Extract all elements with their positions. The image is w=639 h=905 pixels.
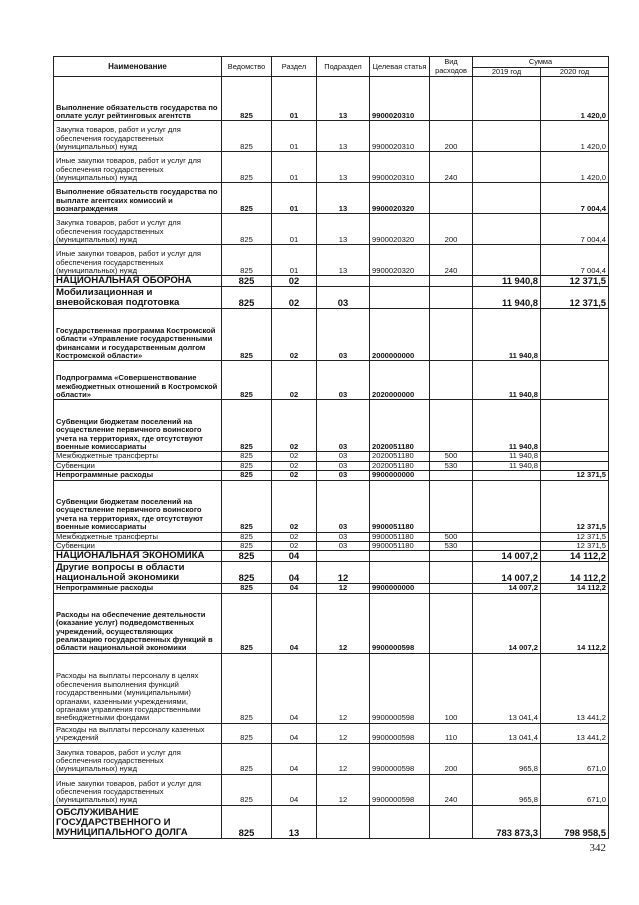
header-section: Раздел [272,57,317,77]
row-name: Субвенции бюджетам поселений на осуществление первичного воинского учета на территориях, где отсутствуют военные комиссариаты [54,400,222,452]
row-type [430,309,473,361]
row-name: Расходы на обеспечение деятельности (оказание услуг) подведомственных учреждений, осуществляющих реализацию государственных функций в области национальной экономики [54,593,222,653]
row-subsection: 13 [317,245,370,276]
row-2019 [473,471,541,480]
row-dept: 825 [222,805,272,838]
row-type: 110 [430,723,473,743]
header-2019: 2019 год [473,68,541,77]
row-dept: 825 [222,452,272,461]
row-2020 [541,400,609,452]
row-dept: 825 [222,532,272,541]
row-dept: 825 [222,593,272,653]
row-subsection: 03 [317,452,370,461]
row-section: 04 [272,723,317,743]
row-dept: 825 [222,400,272,452]
row-2019: 11 940,8 [473,309,541,361]
row-section: 01 [272,121,317,152]
row-dept: 825 [222,562,272,584]
row-2020: 1 420,0 [541,121,609,152]
row-dept: 825 [222,121,272,152]
row-subsection: 13 [317,183,370,214]
row-2019: 14 007,2 [473,551,541,562]
row-section: 01 [272,152,317,183]
row-subsection: 03 [317,309,370,361]
row-2019 [473,77,541,121]
table-row [54,562,609,584]
row-2019 [473,532,541,541]
row-2019: 11 940,8 [473,276,541,287]
row-dept: 825 [222,551,272,562]
table-row [54,452,609,461]
row-target: 9900020320 [370,214,430,245]
row-2019 [473,183,541,214]
row-name: Иные закупки товаров, работ и услуг для обеспечения государственных (муниципальных) нужд [54,774,222,805]
row-2020 [541,461,609,470]
row-target: 9900020310 [370,152,430,183]
table-row [54,287,609,309]
row-name: Закупка товаров, работ и услуг для обеспечения государственных (муниципальных) нужд [54,214,222,245]
row-type [430,480,473,532]
row-target: 9900020320 [370,245,430,276]
row-2020: 12 371,5 [541,287,609,309]
row-section: 02 [272,471,317,480]
row-2020: 7 004,4 [541,183,609,214]
row-target: 2020051180 [370,400,430,452]
row-name: Иные закупки товаров, работ и услуг для обеспечения государственных (муниципальных) нужд [54,152,222,183]
row-2020: 7 004,4 [541,214,609,245]
row-section: 02 [272,480,317,532]
row-name: Закупка товаров, работ и услуг для обеспечения государственных (муниципальных) нужд [54,743,222,774]
row-2020: 12 371,5 [541,480,609,532]
table-row [54,309,609,361]
row-2020: 14 112,2 [541,551,609,562]
row-2020: 14 112,2 [541,562,609,584]
row-dept: 825 [222,542,272,551]
row-dept: 825 [222,245,272,276]
row-2020: 13 441,2 [541,723,609,743]
row-dept: 825 [222,743,272,774]
row-2020: 14 112,2 [541,593,609,653]
row-subsection: 03 [317,361,370,400]
row-type: 200 [430,743,473,774]
row-type [430,805,473,838]
row-2019 [473,121,541,152]
table-row [54,471,609,480]
header-target: Целевая статья [370,57,430,77]
row-dept: 825 [222,309,272,361]
row-subsection: 03 [317,542,370,551]
row-target [370,287,430,309]
row-name: Иные закупки товаров, работ и услуг для обеспечения государственных (муниципальных) нужд [54,245,222,276]
row-name: Выполнение обязательств государства по выплате агентских комиссий и вознаграждения [54,183,222,214]
row-subsection: 12 [317,562,370,584]
row-2019: 965,8 [473,774,541,805]
row-name: Непрограммные расходы [54,584,222,593]
row-type [430,562,473,584]
row-subsection: 03 [317,471,370,480]
row-subsection: 03 [317,532,370,541]
row-name: Непрограммные расходы [54,471,222,480]
row-subsection: 12 [317,774,370,805]
table-row [54,400,609,452]
row-dept: 825 [222,471,272,480]
row-name: Расходы на выплаты персоналу казенных учреждений [54,723,222,743]
row-subsection: 03 [317,480,370,532]
row-2019: 11 940,8 [473,461,541,470]
row-name: Другие вопросы в области национальной экономики [54,562,222,584]
row-2020: 671,0 [541,774,609,805]
row-target: 9900020310 [370,77,430,121]
row-dept: 825 [222,361,272,400]
row-type [430,400,473,452]
row-type: 240 [430,152,473,183]
row-target: 2000000000 [370,309,430,361]
row-section: 01 [272,183,317,214]
row-2020: 12 371,5 [541,276,609,287]
row-2020 [541,361,609,400]
table-body [54,77,609,838]
budget-table [53,56,609,839]
row-type: 530 [430,461,473,470]
row-2019: 14 007,2 [473,584,541,593]
row-target: 9900000598 [370,774,430,805]
table-row [54,584,609,593]
row-name: Мобилизационная и вневойсковая подготовка [54,287,222,309]
row-type [430,551,473,562]
row-section: 13 [272,805,317,838]
row-name: Закупка товаров, работ и услуг для обеспечения государственных (муниципальных) нужд [54,121,222,152]
row-name: Расходы на выплаты персоналу в целях обеспечения выполнения функций государственными (муниципальными) органами, казенными учреждениями, органами управления государственными внебюджетными фондами [54,653,222,723]
row-section: 04 [272,551,317,562]
row-2020: 12 371,5 [541,532,609,541]
table-row [54,653,609,723]
table-row [54,77,609,121]
row-subsection [317,551,370,562]
table-row [54,551,609,562]
row-2019: 13 041,4 [473,723,541,743]
row-section: 02 [272,542,317,551]
row-2020 [541,309,609,361]
row-type: 100 [430,653,473,723]
row-section: 04 [272,743,317,774]
row-2019: 783 873,3 [473,805,541,838]
row-section: 02 [272,452,317,461]
row-2019 [473,214,541,245]
row-dept: 825 [222,480,272,532]
row-type [430,287,473,309]
row-target: 2020051180 [370,461,430,470]
table-row [54,461,609,470]
row-section: 02 [272,276,317,287]
row-subsection [317,805,370,838]
row-target: 9900020320 [370,183,430,214]
row-subsection: 12 [317,584,370,593]
row-2019: 14 007,2 [473,593,541,653]
row-dept: 825 [222,774,272,805]
row-section: 01 [272,77,317,121]
row-target: 2020051180 [370,452,430,461]
row-type: 500 [430,532,473,541]
row-section: 04 [272,593,317,653]
row-2020: 798 958,5 [541,805,609,838]
row-name: Выполнение обязательств государства по оплате услуг рейтинговых агентств [54,77,222,121]
row-section: 02 [272,400,317,452]
row-subsection: 03 [317,400,370,452]
row-target [370,562,430,584]
table-row [54,183,609,214]
row-subsection: 13 [317,214,370,245]
row-target: 9900000598 [370,593,430,653]
budget-sheet [53,56,608,839]
row-section: 02 [272,287,317,309]
row-dept: 825 [222,183,272,214]
row-dept: 825 [222,214,272,245]
row-dept: 825 [222,152,272,183]
row-name: НАЦИОНАЛЬНАЯ ЭКОНОМИКА [54,551,222,562]
row-name: Межбюджетные трансферты [54,452,222,461]
row-2020: 1 420,0 [541,77,609,121]
row-dept: 825 [222,276,272,287]
row-2020: 7 004,4 [541,245,609,276]
row-2020: 1 420,0 [541,152,609,183]
row-section: 01 [272,245,317,276]
row-dept: 825 [222,287,272,309]
row-subsection: 12 [317,743,370,774]
table-row [54,245,609,276]
row-target: 9900051180 [370,542,430,551]
row-2019 [473,245,541,276]
row-type: 200 [430,121,473,152]
row-type [430,183,473,214]
row-2019: 11 940,8 [473,452,541,461]
row-type [430,77,473,121]
table-row [54,361,609,400]
table-row [54,152,609,183]
row-subsection: 12 [317,593,370,653]
header-name: Наименование [54,57,222,77]
table-row [54,743,609,774]
row-subsection: 13 [317,77,370,121]
row-subsection: 12 [317,723,370,743]
row-subsection [317,276,370,287]
row-dept: 825 [222,77,272,121]
row-section: 04 [272,584,317,593]
row-section: 02 [272,361,317,400]
row-subsection: 12 [317,653,370,723]
page-number: 342 [589,842,606,854]
header-2020: 2020 год [541,68,609,77]
row-name: Субвенции бюджетам поселений на осуществление первичного воинского учета на территориях, где отсутствуют военные комиссариаты [54,480,222,532]
row-subsection: 03 [317,287,370,309]
row-dept: 825 [222,653,272,723]
row-type [430,276,473,287]
header-dept: Ведомство [222,57,272,77]
row-type [430,471,473,480]
table-row [54,805,609,838]
table-row [54,593,609,653]
row-target: 9900000000 [370,584,430,593]
row-2019: 11 940,8 [473,361,541,400]
row-name: ОБСЛУЖИВАНИЕ ГОСУДАРСТВЕННОГО И МУНИЦИПАЛЬНОГО ДОЛГА [54,805,222,838]
row-name: Государственная программа Костромской области «Управление государственными финансами и государственным долгом Костромской области» [54,309,222,361]
row-2019: 14 007,2 [473,562,541,584]
row-target [370,551,430,562]
row-type: 530 [430,542,473,551]
table-row [54,480,609,532]
row-target: 9900000598 [370,723,430,743]
header-sum: Сумма [473,57,609,68]
row-dept: 825 [222,461,272,470]
row-target [370,805,430,838]
row-section: 04 [272,562,317,584]
row-target: 9900000598 [370,743,430,774]
row-2019 [473,480,541,532]
row-subsection: 03 [317,461,370,470]
row-name: Межбюджетные трансферты [54,532,222,541]
row-subsection: 13 [317,152,370,183]
table-row [54,214,609,245]
row-name: Субвенции [54,542,222,551]
row-name: НАЦИОНАЛЬНАЯ ОБОРОНА [54,276,222,287]
row-target: 9900000598 [370,653,430,723]
row-dept: 825 [222,723,272,743]
row-2020: 13 441,2 [541,653,609,723]
row-subsection: 13 [317,121,370,152]
header-type: Вид расходов [430,57,473,77]
row-target: 9900051180 [370,532,430,541]
row-2020: 12 371,5 [541,542,609,551]
row-2019 [473,152,541,183]
row-2019 [473,542,541,551]
row-type: 240 [430,245,473,276]
row-2020: 14 112,2 [541,584,609,593]
row-target [370,276,430,287]
row-type: 240 [430,774,473,805]
row-2020: 12 371,5 [541,471,609,480]
row-type: 500 [430,452,473,461]
row-section: 02 [272,309,317,361]
row-2019: 13 041,4 [473,653,541,723]
row-type: 200 [430,214,473,245]
row-section: 01 [272,214,317,245]
row-type [430,361,473,400]
header-subsection: Подраздел [317,57,370,77]
table-row [54,121,609,152]
row-target: 9900051180 [370,480,430,532]
row-target: 9900020310 [370,121,430,152]
row-target: 2020000000 [370,361,430,400]
row-2019: 965,8 [473,743,541,774]
row-target: 9900000000 [370,471,430,480]
row-dept: 825 [222,584,272,593]
row-2020: 671,0 [541,743,609,774]
row-type [430,584,473,593]
row-name: Субвенции [54,461,222,470]
row-name: Подпрограмма «Совершенствование межбюджетных отношений в Костромской области» [54,361,222,400]
row-2019: 11 940,8 [473,400,541,452]
table-row [54,774,609,805]
table-row [54,542,609,551]
table-row [54,532,609,541]
row-section: 02 [272,461,317,470]
table-row [54,276,609,287]
row-2019: 11 940,8 [473,287,541,309]
table-row [54,723,609,743]
row-type [430,593,473,653]
row-2020 [541,452,609,461]
row-section: 02 [272,532,317,541]
row-section: 04 [272,774,317,805]
row-section: 04 [272,653,317,723]
